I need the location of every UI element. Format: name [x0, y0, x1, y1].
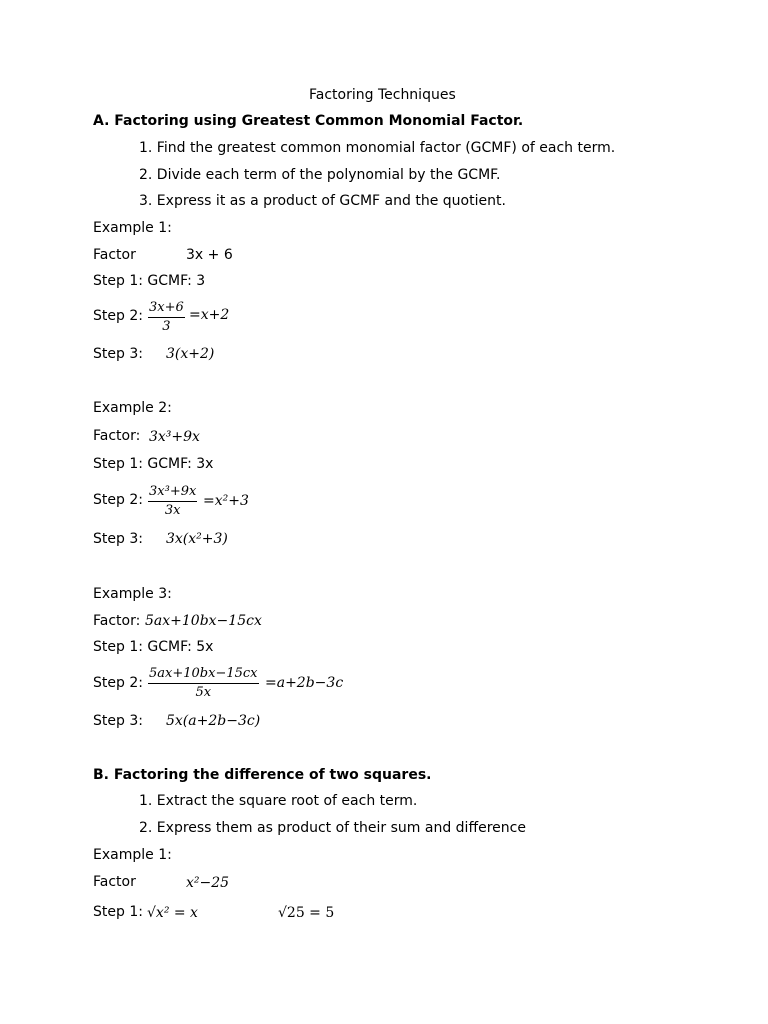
example-2-step-2-label: Step 2:: [93, 492, 143, 508]
example-1-step-3-expression: 3(x+2): [166, 346, 215, 362]
section-b-example-1-root-25: √25 = 5: [278, 905, 335, 921]
example-1-step-2-fraction: [148, 300, 185, 334]
example-2-factor-label: Factor:: [93, 428, 141, 444]
example-2-step-1: Step 1: GCMF: 3x: [93, 456, 214, 472]
example-2-step-2-result: =x²+3: [203, 493, 249, 509]
example-3-step-2-label: Step 2:: [93, 675, 143, 691]
example-2-label: Example 2:: [93, 400, 172, 416]
example-1-step-3-label: Step 3:: [93, 346, 143, 362]
section-a-heading: A. Factoring using Greatest Common Monomial Factor.: [93, 113, 524, 129]
example-3-step-3-label: Step 3:: [93, 713, 143, 729]
example-1-step-2-result: =x+2: [189, 307, 230, 323]
example-3-step-2-result: =a+2b−3c: [265, 675, 344, 691]
example-2-step-3-label: Step 3:: [93, 531, 143, 547]
section-b-example-1-root-x: √x² = x: [147, 905, 198, 921]
fraction-numerator: 3x+6: [149, 300, 184, 315]
example-3-factor-label: Factor:: [93, 613, 141, 629]
section-b-example-1-factor-label: Factor: [93, 874, 136, 890]
example-3-factor-expression: 5ax+10bx−15cx: [145, 613, 262, 629]
fraction-numerator: 3x³+9x: [149, 484, 197, 499]
example-1-step-1: Step 1: GCMF: 3: [93, 273, 206, 289]
section-a-step-2: 2. Divide each term of the polynomial by the GCMF.: [139, 167, 501, 183]
example-1-factor-expression: 3x + 6: [186, 247, 233, 263]
section-a-step-3: 3. Express it as a product of GCMF and the quotient.: [139, 193, 506, 209]
example-1-step-2-label: Step 2:: [93, 308, 143, 324]
fraction-denominator: 3: [162, 319, 171, 334]
section-b-example-1-factor-expression: x²−25: [186, 875, 230, 891]
example-1-factor-label: Factor: [93, 247, 136, 263]
example-3-label: Example 3:: [93, 586, 172, 602]
example-3-step-2-fraction: [148, 666, 259, 700]
fraction-numerator: 5ax+10bx−15cx: [149, 666, 258, 681]
section-a-step-1: 1. Find the greatest common monomial factor (GCMF) of each term.: [139, 140, 616, 156]
section-b-example-1-label: Example 1:: [93, 847, 172, 863]
fraction-bar: [148, 317, 185, 318]
example-1-label: Example 1:: [93, 220, 172, 236]
fraction-denominator: 3x: [164, 503, 181, 518]
section-b-step-1: 1. Extract the square root of each term.: [139, 793, 418, 809]
example-2-factor-expression: 3x³+9x: [149, 429, 200, 445]
fraction-bar: [148, 501, 197, 502]
example-2-step-3-expression: 3x(x²+3): [166, 531, 228, 547]
example-3-step-1: Step 1: GCMF: 5x: [93, 639, 214, 655]
page-title: Factoring Techniques: [309, 87, 456, 103]
fraction-bar: [148, 683, 259, 684]
section-b-step-2: 2. Express them as product of their sum and difference: [139, 820, 526, 836]
example-3-step-3-expression: 5x(a+2b−3c): [166, 713, 261, 729]
example-2-step-2-fraction: [148, 484, 197, 518]
section-b-example-1-step-1-label: Step 1:: [93, 904, 143, 920]
fraction-denominator: 5x: [195, 685, 212, 700]
section-b-heading: B. Factoring the difference of two squares.: [93, 767, 432, 783]
